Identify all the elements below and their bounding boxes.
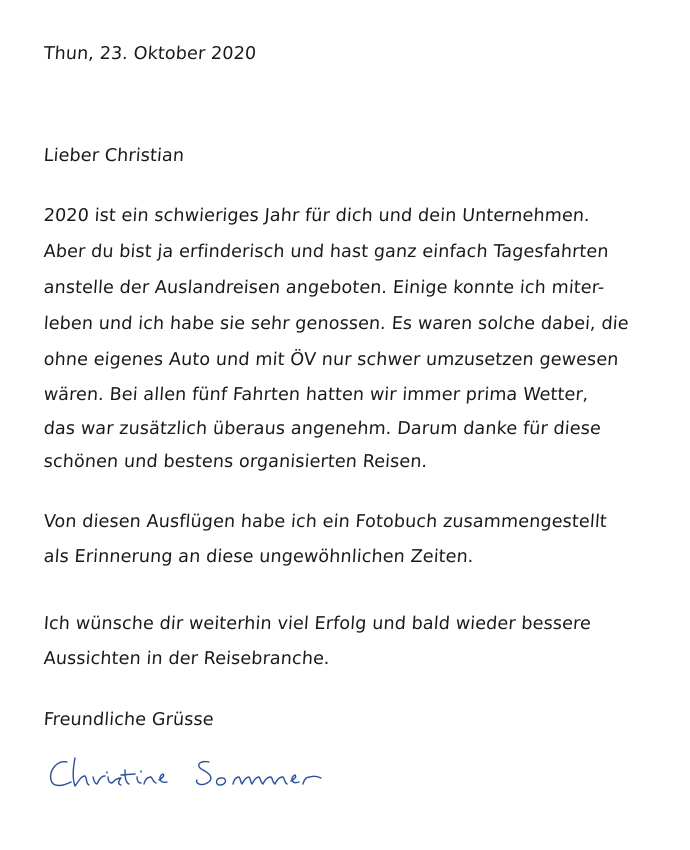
text-line: Aber du bist ja erfinderisch und hast ganz einfach Tagesfahrten — [43, 242, 610, 262]
text-line: ohne eigenes Auto und mit ÖV nur schwer umzusetzen gewesen — [43, 350, 620, 370]
letter-salutation: Lieber Christian — [43, 146, 185, 166]
letter-closing: Freundliche Grüsse — [43, 710, 215, 730]
text-line: schönen und bestens organisierten Reisen. — [43, 452, 428, 472]
text-line: Ich wünsche dir weiterhin viel Erfolg und bald wieder bessere — [43, 614, 592, 634]
signature — [45, 752, 325, 798]
text-line: Aussichten in der Reisebranche. — [43, 649, 331, 669]
text-line: das war zusätzlich überaus angenehm. Darum danke für diese — [43, 419, 602, 439]
text-line: 2020 ist ein schwieriges Jahr für dich und dein Unternehmen. — [43, 206, 591, 226]
text-line: anstelle der Auslandreisen angeboten. Einige konnte ich miter- — [43, 278, 606, 298]
text-line: leben und ich habe sie sehr genossen. Es waren solche dabei, die — [43, 314, 630, 334]
letter-date: Thun, 23. Oktober 2020 — [43, 44, 257, 64]
text-line: wären. Bei allen fünf Fahrten hatten wir immer prima Wetter, — [43, 385, 590, 405]
text-line: als Erinnerung an diese ungewöhnlichen Zeiten. — [43, 547, 475, 567]
text-line: Von diesen Ausflügen habe ich ein Fotobuch zusammengestellt — [43, 512, 608, 532]
